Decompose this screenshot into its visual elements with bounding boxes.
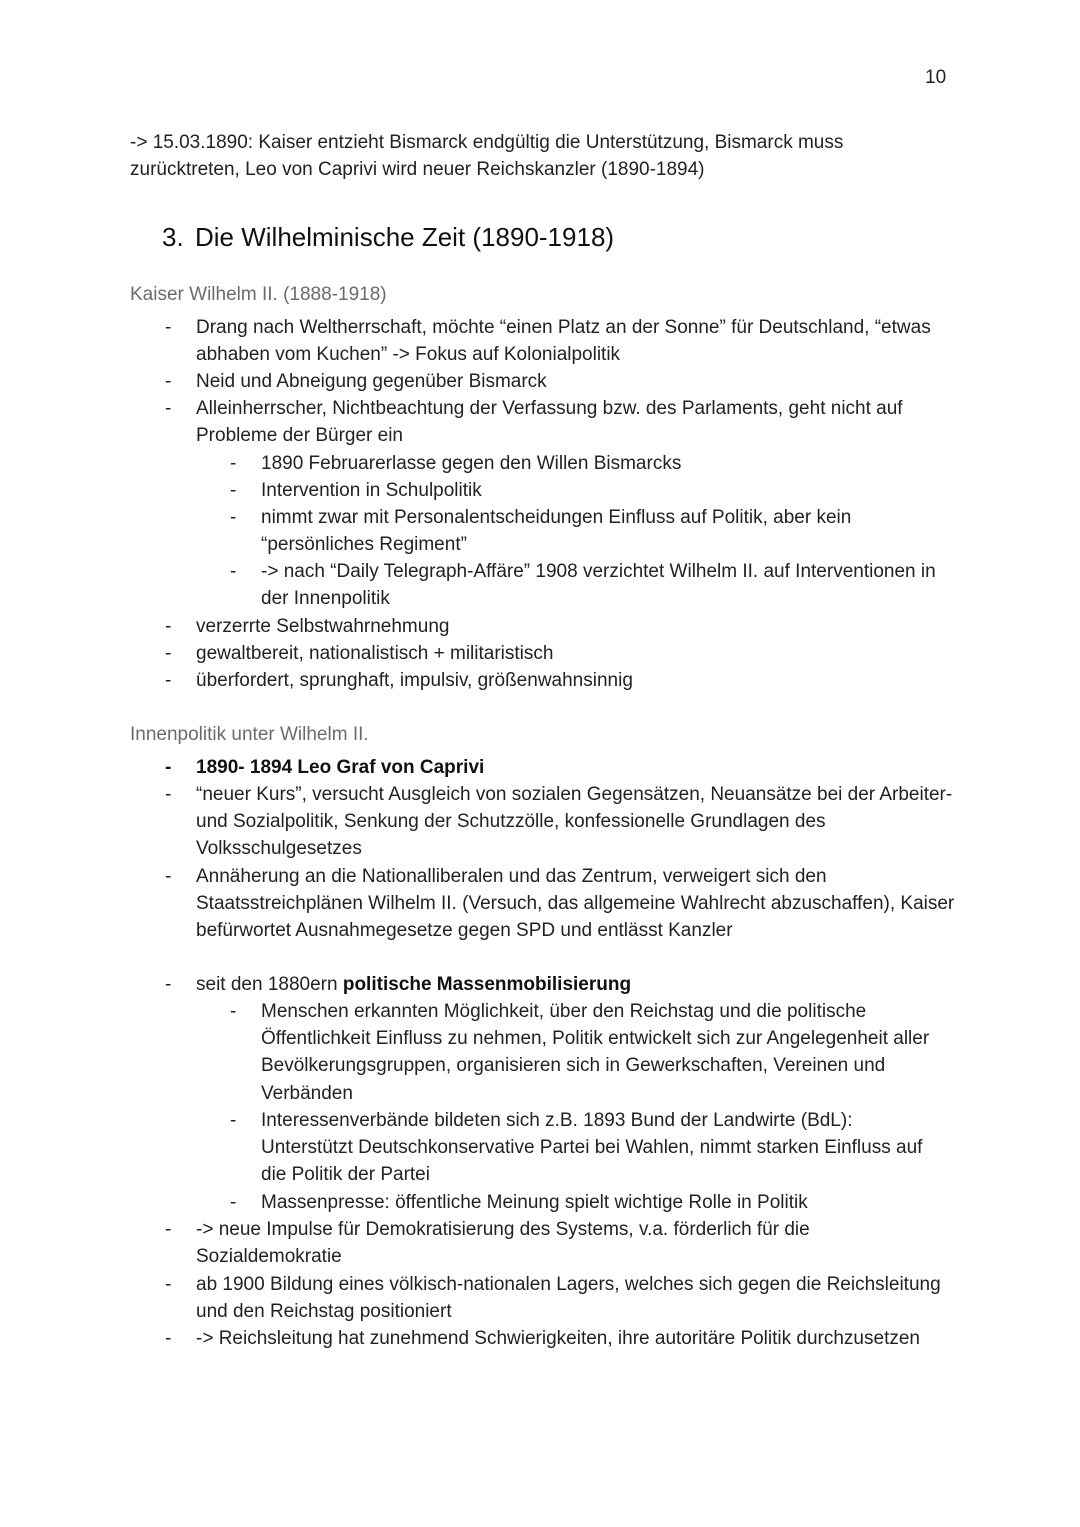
bullet-dash: - xyxy=(165,1274,172,1295)
list-item: überfordert, sprunghaft, impulsiv, größenwahnsinnig xyxy=(196,670,633,691)
list-item: Annäherung an die Nationalliberalen und das Zentrum, verweigert sich den Staatsstreichplänen Wilhelm II. (Versuch, das allgemeine Wahlrecht abzuschaffen), Kaiser befürwortet Ausnahmegesetze gegen SPD und entlässt Kanzler xyxy=(196,866,955,942)
list-subitem: 1890 Februarerlasse gegen den Willen Bismarcks xyxy=(261,453,682,474)
list-item: Alleinherrscher, Nichtbeachtung der Verfassung bzw. des Parlaments, geht nicht auf Probleme der Bürger ein xyxy=(196,398,903,447)
bullet-dash: - xyxy=(165,1219,172,1240)
bullet-dash: - xyxy=(165,371,172,392)
bullet-dash: - xyxy=(230,453,237,474)
bullet-dash: - xyxy=(165,866,172,887)
bullet-dash: - xyxy=(230,561,237,582)
list-subitem: Interessenverbände bildeten sich z.B. 1893 Bund der Landwirte (BdL): Unterstützt Deutschkonservative Partei bei Wahlen, nimmt starken Einfluss auf die Politik der Partei xyxy=(261,1110,923,1186)
section-number: 3. xyxy=(162,222,184,252)
list-item: gewaltbereit, nationalistisch + militaristisch xyxy=(196,643,554,664)
bullet-dash: - xyxy=(165,616,172,637)
list-subitem: nimmt zwar mit Personalentscheidungen Einfluss auf Politik, aber kein “persönliches Regiment” xyxy=(261,507,852,556)
bullet-dash: - xyxy=(165,317,172,338)
list-subitem: Massenpresse: öffentliche Meinung spielt wichtige Rolle in Politik xyxy=(261,1192,808,1213)
list-item: -> neue Impulse für Demokratisierung des Systems, v.a. förderlich für die Sozialdemokratie xyxy=(196,1219,810,1268)
intro-paragraph: -> 15.03.1890: Kaiser entzieht Bismarck endgültig die Unterstützung, Bismarck muss zurücktreten, Leo von Caprivi wird neuer Reichskanzler (1890-1894) xyxy=(130,132,844,181)
bullet-dash: - xyxy=(165,670,172,691)
bullet-dash: - xyxy=(230,1192,237,1213)
bullet-dash: - xyxy=(165,398,172,419)
caprivi-heading: 1890- 1894 Leo Graf von Caprivi xyxy=(196,757,485,778)
page-number: 10 xyxy=(925,67,947,88)
list-item: Neid und Abneigung gegenüber Bismarck xyxy=(196,371,547,392)
mass-bold: politische Massenmobilisierung xyxy=(342,974,632,995)
list-item: Drang nach Weltherrschaft, möchte “einen Platz an der Sonne” für Deutschland, “etwas abhaben vom Kuchen” -> Fokus auf Kolonialpolitik xyxy=(196,317,931,366)
bullet-dash: - xyxy=(165,757,172,778)
subheading-kaiser: Kaiser Wilhelm II. (1888-1918) xyxy=(130,284,387,305)
subheading-innenpolitik: Innenpolitik unter Wilhelm II. xyxy=(130,724,369,745)
list-item: ab 1900 Bildung eines völkisch-nationalen Lagers, welches sich gegen die Reichsleitung und den Reichstag positioniert xyxy=(196,1274,941,1323)
list-item: “neuer Kurs”, versucht Ausgleich von sozialen Gegensätzen, Neuansätze bei der Arbeiter- und Sozialpolitik, Senkung der Schutzzölle, konfessionelle Grundlagen des Volksschulgesetzes xyxy=(196,784,953,860)
bullet-dash: - xyxy=(165,974,172,995)
bullet-dash: - xyxy=(165,784,172,805)
section-title: Die Wilhelminische Zeit (1890-1918) xyxy=(195,222,615,252)
list-subitem: -> nach “Daily Telegraph-Affäre” 1908 verzichtet Wilhelm II. auf Interventionen in der Innenpolitik xyxy=(261,561,936,610)
bullet-dash: - xyxy=(230,507,237,528)
list-item-mass-mobilization xyxy=(196,971,956,998)
mass-prefix: seit den 1880ern xyxy=(196,974,338,995)
list-item: -> Reichsleitung hat zunehmend Schwierigkeiten, ihre autoritäre Politik durchzusetzen xyxy=(196,1328,920,1349)
bullet-dash: - xyxy=(165,643,172,664)
list-subitem: Intervention in Schulpolitik xyxy=(261,480,482,501)
bullet-dash: - xyxy=(165,1328,172,1349)
bullet-dash: - xyxy=(230,1001,237,1022)
bullet-dash: - xyxy=(230,480,237,501)
bullet-dash: - xyxy=(230,1110,237,1131)
list-item: verzerrte Selbstwahrnehmung xyxy=(196,616,450,637)
list-subitem: Menschen erkannten Möglichkeit, über den Reichstag und die politische Öffentlichkeit Einfluss zu nehmen, Politik entwickelt sich zur Angelegenheit aller Bevölkerungsgruppen, organisieren sich in Gewerkschaften, Vereinen und Verbänden xyxy=(261,1001,930,1104)
section-heading xyxy=(162,220,614,254)
